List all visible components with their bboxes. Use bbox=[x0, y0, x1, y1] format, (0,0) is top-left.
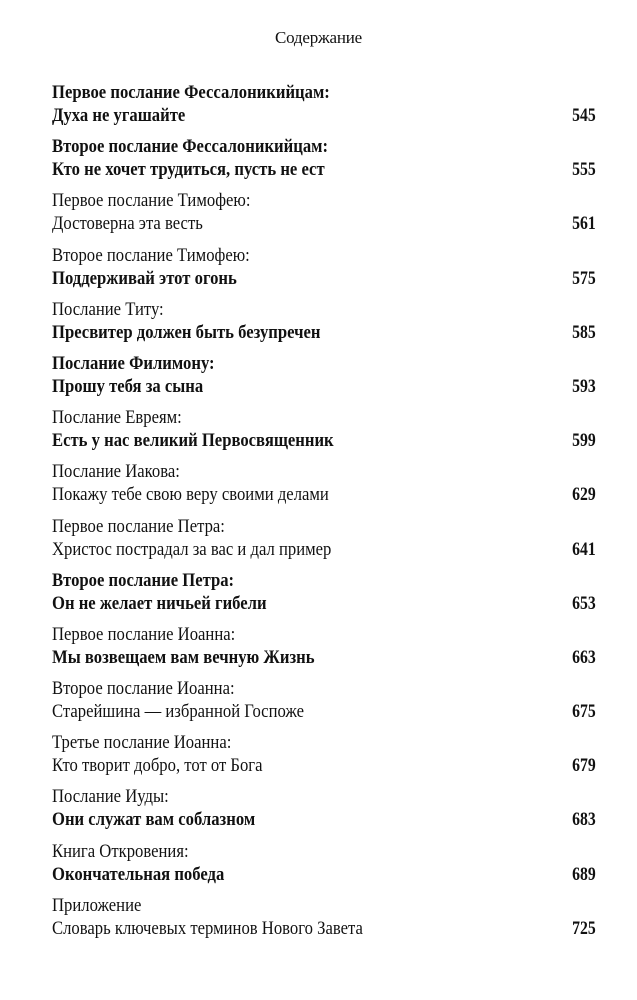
toc-entry bbox=[52, 190, 600, 244]
toc-entry bbox=[52, 299, 600, 353]
toc-entry bbox=[52, 407, 600, 461]
toc-entry-heading: Первое послание Фессалоникийцам: bbox=[52, 83, 330, 103]
toc-entry-page-number: 675 bbox=[572, 702, 596, 723]
toc-entry-subtitle: Старейшина — избранной Госпоже bbox=[52, 702, 305, 723]
toc-entry-page-number: 599 bbox=[572, 431, 596, 452]
toc-entry-subtitle: Кто творит добро, тот от Бога bbox=[52, 756, 263, 777]
toc-entry-heading: Второе послание Тимофею: bbox=[52, 245, 250, 266]
toc-entry-subtitle: Окончательная победа bbox=[52, 864, 225, 885]
toc-entry-heading: Послание Филимону: bbox=[52, 353, 215, 374]
toc-entry-subtitle: Пресвитер должен быть безупречен bbox=[52, 322, 321, 343]
toc-entry-subtitle: Он не желает ничьей гибели bbox=[52, 593, 267, 614]
toc-entry-page-number: 561 bbox=[572, 214, 596, 235]
toc-entry bbox=[52, 136, 600, 190]
toc-entry-subtitle: Есть у нас великий Первосвященник bbox=[52, 431, 334, 452]
toc-entry-page-number: 555 bbox=[572, 160, 596, 181]
toc-entry bbox=[52, 841, 600, 895]
toc-entry bbox=[52, 353, 600, 407]
page-title: Содержание bbox=[274, 28, 363, 47]
toc-entry-page-number: 593 bbox=[572, 376, 596, 397]
toc-entry-page-number: 689 bbox=[572, 864, 596, 885]
toc-entry-heading: Послание Евреям: bbox=[52, 408, 182, 429]
toc-entry-heading: Первое послание Иоанна: bbox=[52, 624, 236, 645]
toc-entry-page-number: 679 bbox=[572, 756, 596, 777]
toc-entry-page-number: 629 bbox=[572, 485, 596, 506]
toc-entry-heading: Послание Иуды: bbox=[52, 787, 169, 808]
toc-entry-subtitle: Кто не хочет трудиться, пусть не ест bbox=[52, 160, 325, 181]
toc-entry-heading: Второе послание Фессалоникийцам: bbox=[52, 137, 329, 158]
toc-entry bbox=[52, 786, 600, 840]
toc-entry-heading: Послание Иакова: bbox=[52, 462, 180, 483]
toc-entry-heading: Второе послание Иоанна: bbox=[52, 679, 235, 700]
toc-entry-heading: Книга Откровения: bbox=[52, 841, 189, 862]
toc-entry bbox=[52, 895, 600, 949]
toc-entry-heading: Второе послание Петра: bbox=[52, 570, 235, 591]
toc-entry-page-number: 575 bbox=[572, 268, 596, 289]
toc-entry-heading: Приложение bbox=[52, 895, 142, 916]
toc-entry-heading: Первое послание Тимофею: bbox=[52, 191, 251, 212]
toc-entry bbox=[52, 461, 600, 515]
toc-entry bbox=[52, 624, 600, 678]
toc-entry-page-number: 653 bbox=[572, 593, 596, 614]
toc-entry-subtitle: Мы возвещаем вам вечную Жизнь bbox=[52, 647, 315, 668]
toc-entry bbox=[52, 82, 600, 136]
toc-entry-subtitle: Они служат вам соблазном bbox=[52, 810, 256, 831]
toc-entry-subtitle: Духа не угашайте bbox=[52, 106, 186, 126]
table-of-contents bbox=[52, 82, 600, 949]
toc-entry bbox=[52, 678, 600, 732]
toc-entry-heading: Первое послание Петра: bbox=[52, 516, 225, 537]
toc-entry-subtitle: Словарь ключевых терминов Нового Завета bbox=[52, 918, 363, 939]
toc-entry bbox=[52, 732, 600, 786]
toc-entry-subtitle: Прошу тебя за сына bbox=[52, 376, 204, 397]
toc-entry-page-number: 683 bbox=[572, 810, 596, 831]
toc-entry-page-number: 663 bbox=[572, 647, 596, 668]
toc-entry-subtitle: Достоверна эта весть bbox=[52, 214, 203, 235]
toc-entry-subtitle: Поддерживай этот огонь bbox=[52, 268, 237, 289]
toc-entry-page-number: 585 bbox=[572, 322, 596, 343]
toc-entry-subtitle: Покажу тебе свою веру своими делами bbox=[52, 485, 329, 506]
toc-entry bbox=[52, 245, 600, 299]
toc-entry-subtitle: Христос пострадал за вас и дал пример bbox=[52, 539, 332, 560]
toc-entry-heading: Послание Титу: bbox=[52, 299, 164, 320]
toc-entry-page-number: 545 bbox=[572, 106, 596, 126]
toc-entry bbox=[52, 516, 600, 570]
toc-entry-heading: Третье послание Иоанна: bbox=[52, 733, 232, 754]
toc-entry bbox=[52, 570, 600, 624]
toc-entry-page-number: 725 bbox=[572, 918, 596, 939]
toc-entry-page-number: 641 bbox=[572, 539, 596, 560]
